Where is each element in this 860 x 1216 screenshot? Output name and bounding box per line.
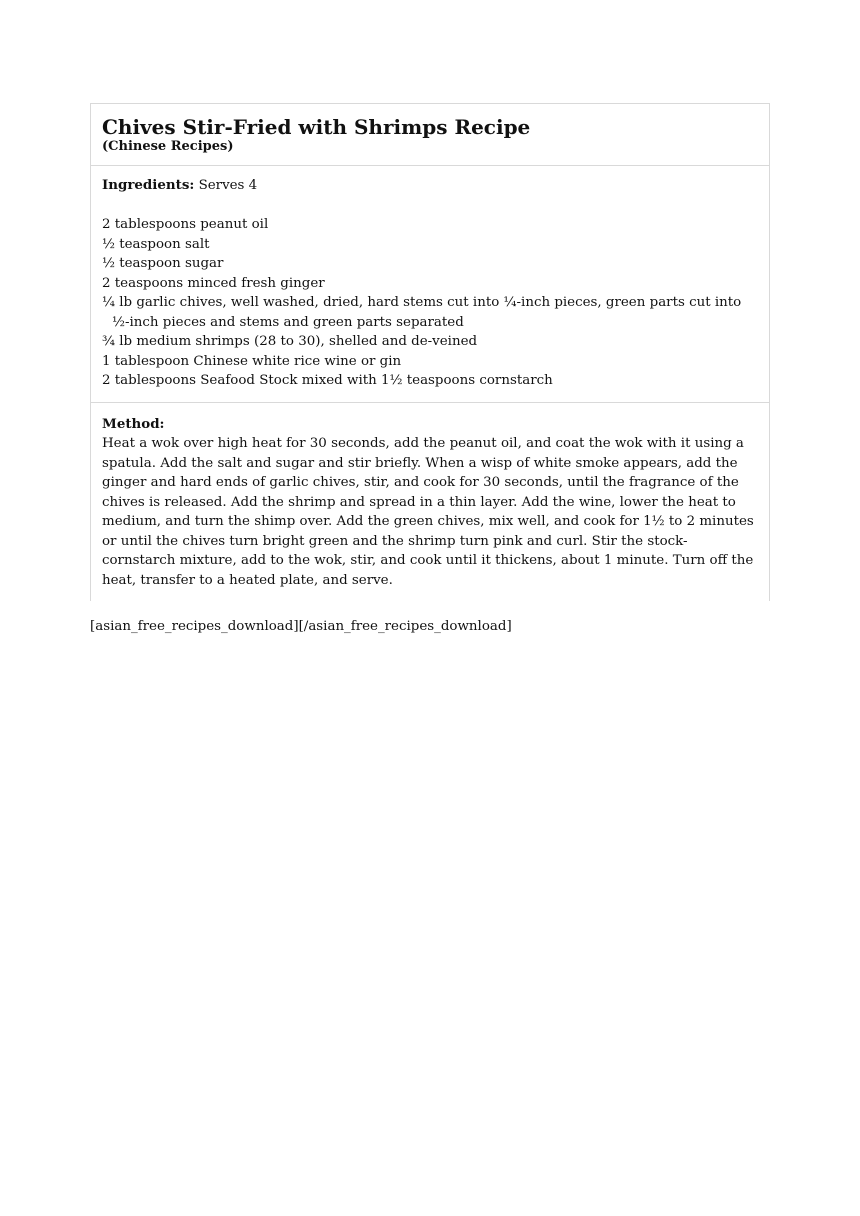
ingredients-heading: [102, 176, 758, 196]
method-text: Heat a wok over high heat for 30 seconds, add the peanut oil, and coat the wok with it using a spatula. Add the salt and sugar and stir briefly. When a wisp of white smoke appears, add the ginger and hard ends of garlic chives, stir, and cook for 30 seconds, until the fragrance of the chives is released. Add the shrimp and spread in a thin layer. Add the wine, lower the heat to medium, and turn the shimp over. Add the green chives, mix well, and cook for 1½ to 2 minutes or until the chives turn bright green and the shrimp turn pink and curl. Stir the stock-cornstarch mixture, add to the wok, stir, and cook until it thickens, about 1 minute. Turn off the heat, transfer to a heated plate, and serve.: [102, 436, 754, 588]
ingredient-item: ½ teaspoon sugar: [102, 256, 224, 271]
method-label: Method:: [102, 415, 165, 432]
ingredient-item: ¼ lb garlic chives, well washed, dried, hard stems cut into ¼-inch pieces, green parts cut into ½-inch pieces and stems and green parts separated: [102, 295, 742, 330]
recipe-header: [91, 104, 769, 166]
recipe-category: (Chinese Recipes): [102, 139, 234, 154]
ingredient-item: 2 tablespoons peanut oil: [102, 217, 269, 232]
ingredient-item: 1 tablespoon Chinese white rice wine or gin: [102, 353, 402, 369]
ingredient-item: ¾ lb medium shrimps (28 to 30), shelled and de-veined: [102, 334, 478, 349]
ingredient-item: 2 teaspoons minced fresh ginger: [102, 275, 325, 291]
ingredient-item: 2 tablespoons Seafood Stock mixed with 1½ teaspoons cornstarch: [102, 373, 553, 388]
ingredient-item: ½ teaspoon salt: [102, 236, 210, 252]
ingredients-section: [91, 166, 769, 403]
ingredient-list: [102, 215, 758, 391]
download-shortcode: [asian_free_recipes_download][/asian_free_recipes_download]: [90, 619, 512, 634]
method-section: [91, 403, 769, 602]
recipe-title: Chives Stir-Fried with Shrimps Recipe: [102, 115, 531, 139]
recipe-card: [90, 103, 770, 601]
servings-text: Serves 4: [194, 178, 258, 193]
ingredients-label: Ingredients:: [102, 177, 195, 193]
